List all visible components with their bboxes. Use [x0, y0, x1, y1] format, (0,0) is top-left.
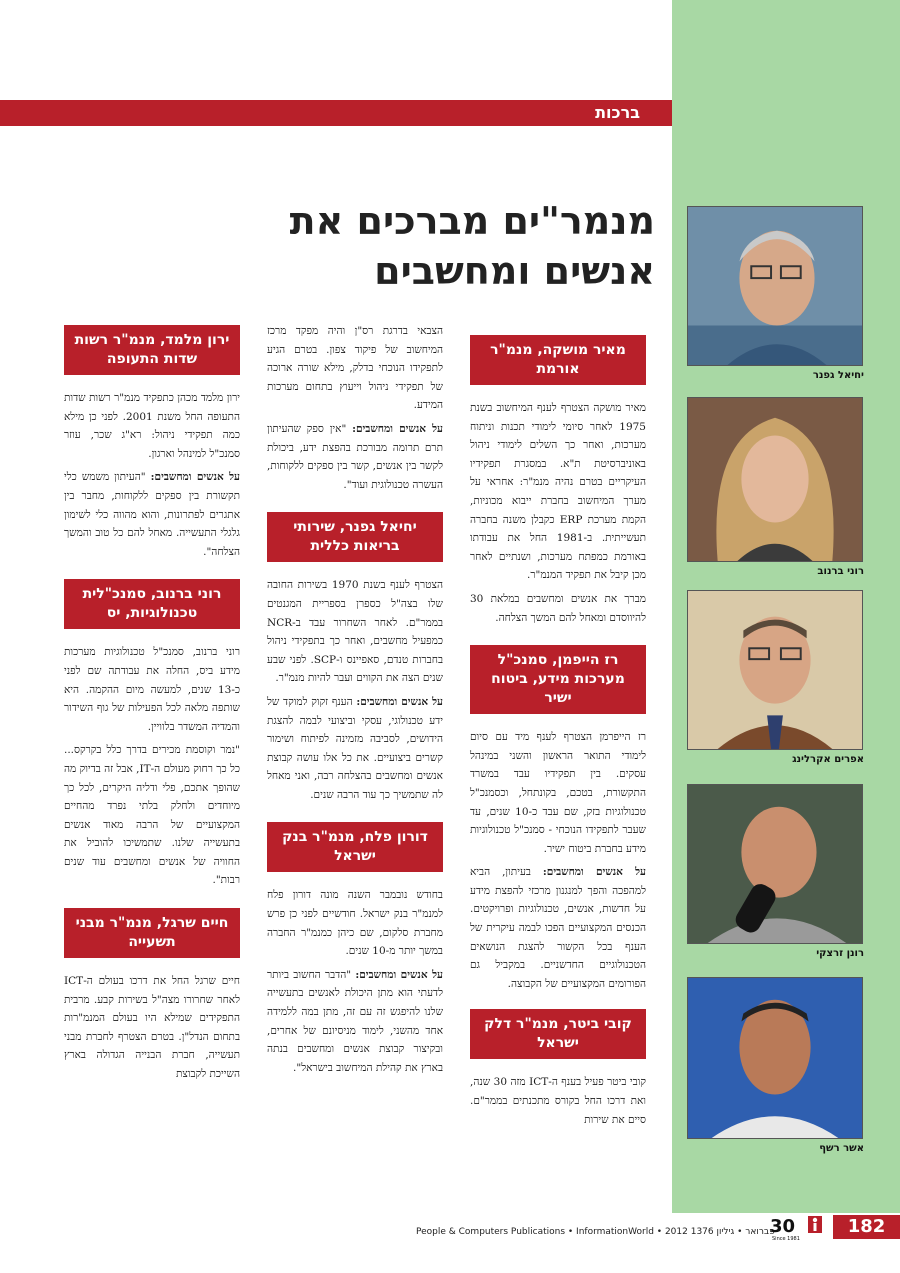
page-title: מנמר"ים מברכים את אנשים ומחשבים [289, 199, 655, 293]
logo-since: Since 1981 [772, 1236, 800, 1242]
paragraph: "נמר וקוסמת מכירים בדרך כלל בקרקס... כל כך רחוק מעולם ה-IT, אבל זה בדיוק מה שהופך אתכם, פלי ודליה היקרים, לכל כך מיוחדים ולחלק בלתי נפרד מהחיים המקצועיים של הרבה מאוד אנשים בתעשייה שלנו. שתמשיכו להוביל את החוויה של אנשים ומחשבים עוד שנים רבות". [64, 744, 240, 887]
section-band [0, 100, 672, 126]
photo-caption: אשר רשף [819, 1143, 864, 1154]
section-label: ברכות [595, 103, 640, 122]
photo-caption: אפרים אקרלינג [792, 754, 864, 765]
heading-doron-pelach: דורון פלח, מנמ"ר בנק ישראל [267, 822, 443, 872]
portrait-photo-4 [687, 784, 863, 944]
portrait-photo-3 [687, 590, 863, 750]
paragraph: הצבאי בדרגת רס"ן והיה מפקד מרכז המיחשוב של פיקוד צפון. בטרם הגיע לתפקידו הנוכחי בדלק, מילא שורה ארוכה של תפקידי ניהול וייעוץ בתחום מערכות המידע. [267, 325, 443, 412]
paragraph [267, 966, 443, 1078]
page-footer [0, 1213, 900, 1273]
paragraph: קובי ביטר פעיל בענף ה-ICT מזה 30 שנה, ואת דרכו החל בקורס מתכנתים בממר"ם. סיים את שירות [470, 1076, 646, 1126]
anniversary-logo [770, 1214, 825, 1242]
paragraph [470, 863, 646, 993]
paragraph-text: בעיתון, הביא למהפכה והפך למנגנון מרכזי להפצת מידע על חדשות, אנשים, טכנולוגיות ופרויקטים. הכנסים המקצועיים הפכו לבמה עיקרית של הענף בכל הקשור להצגת הנושאים הטכנולוגיים החדשניים. במקביל גם הפורומים המקצועיים של הקבוצה. [470, 866, 646, 990]
paragraph: הצטרף לענף בשנת 1970 בשירות החובה שלו בצה"ל כספרן בספריית המגנטים בממר"ם. לאחר השחרור עבד ב-NCR כמפעיל מחשבים, ואחר כך בתפקידי ניהול בחברות טנדם, סאפיינס ו-SCP. לפני שבע שנים הצה את הקווים ועבר להיות מנמ"ר. [267, 579, 444, 685]
heading-raz-heiferman: רז הייפמן, סמנכ"ל מערכות מידע, ביטוח ישיר [470, 645, 646, 714]
paragraph [267, 693, 443, 805]
paragraph-text: "הדבר החשוב ביותר לדעתי הוא מתן היכולת לאנשים בתעשייה שלנו להיפגש זה עם זה, מתן במה ללמידה אחד מהשני, לימוד מניסיונם של אחרים, ובקיצור קבוצת אנשים ומחשבים בנתה בארץ את קהילת המיחשוב בישראל". [267, 968, 443, 1074]
logo-number: 30 [770, 1216, 796, 1237]
heading-yaron-melamed: ירון מלמד, מנמ"ר רשות שדות התעופה [64, 325, 240, 375]
paragraph: חיים שרגל החל את דרכו בעולם ה-ICT לאחר שחרורו מצה"ל בשירות קבע. מרבית התפקידים שמילא היו בעולם המנמ"רות בתחום הנדל"ן. בטרם הצטרף לחברת מבני תעשייה, חברת הבנייה הגדולה בארץ השייכת לקבוצת [64, 975, 240, 1081]
column-middle [267, 322, 443, 1082]
paragraph-text: הענף זקוק למוקד של ידע טכנולוגי, עסקי וביצועי לבמה להצגת הידושים, לסביבה מזמינה לפיתוח ושימור קשרים ביצועיים. את כל אלו עושה קבוצת אנשים ומחשבים בהצלחה רבה, ואני מאחל לה שתמשיך כך עוד הרבה שנים. [267, 695, 443, 801]
page-number: 182 [833, 1215, 900, 1239]
paragraph: מברך את אנשים ומחשבים במלאת 30 להיווסדם ומאחל להם המשך הצלחה. [470, 592, 646, 624]
lead-text: על אנשים ומחשבים: [356, 695, 443, 708]
lead-text: על אנשים ומחשבים: [355, 968, 443, 981]
portrait-photo-1 [687, 206, 863, 366]
lead-text: על אנשים ומחשבים: [150, 471, 240, 484]
paragraph-text: "העיתון משמש כלי תקשורת בין ספקים ללקוחות, מחבר בין אתגרים לפתרונות, והוא מהווה כלי לשימון גלגלי התעשייה. מאחל להם כל טוב והמשך הצלחה". [64, 471, 240, 558]
lead-text: על אנשים ומחשבים: [352, 422, 443, 435]
footer-publication-info: People & Computers Publications • InformationWorld • 2012 פברואר • גיליון 1376 [416, 1227, 775, 1237]
photo-caption: רוני ברנוב [817, 566, 864, 577]
heading-kobi-bitter: קובי ביטר, מנמ"ר דלק ישראל [470, 1009, 646, 1059]
paragraph: בחודש נובמבר השנה מונה דורון פלח למנמ"ר בנק ישראל. חודשיים לפני כן פרש מחברת סלקום, שם כיהן כמנמ"ר החברה במשך יותר מ-10 שנים. [267, 889, 443, 958]
paragraph: ירון מלמד מכהן כתפקיד מנמ"ר רשות שדות התעופה החל משנת 2001. לפני כן מילא כמה תפקידי ניהול: רא"ג שכר, עוזר סמנכ"ל למינהל וארגון. [64, 392, 240, 460]
paragraph: רוני ברנוב, סמנכ"ל טכנולוגיות מערכות מידע ביס, החלה את עבודתה שם לפני כ-13 שנים, למעשה מיום ההקמה. היא שותפה מלאה לכל הפעילות של גוף השידור והמדיה המשדר בלוויין. [64, 646, 240, 733]
photo-caption: יחיאל גפנר [812, 370, 864, 381]
paragraph: רז הייפרמן הצטרף לענף מיד עם סיום לימודי התואר הראשון והשני במינהל עסקים. בין תפקידיו עבד במשרד התקשורת, בטכם, בקונתחל, וכסמנכ"ל טכנולוגיות בזק, שם עבד כ-10 שנים, עד שעבר לתפקידו הנוכחי - סמנכ"ל טכנולוגיות מידע בחברת ביטוח ישיר. [470, 731, 646, 855]
column-left [64, 325, 240, 1089]
photo-caption: רונן זרצקי [816, 948, 864, 959]
paragraph [64, 468, 240, 561]
heading-haim-shragal: חיים שרגל, מנמ"ר מבני תשעייה [64, 908, 240, 958]
paragraph [267, 420, 443, 494]
heading-roni-barnov: רוני ברנוב, סמנכ"לית טכנולוגיות, יס [64, 579, 240, 629]
paragraph-text: "אין ספק שהעיתון תרם תרומה מבורכת בהפצת ידע, ביכולת לקשר בין אנשים, קשר בין ספקים ללקוחות, העשרה טכנולוגית ועוד". [267, 422, 443, 491]
heading-yehiel-gafner: יחיאל גפנר, שירותי בריאות כללית [267, 512, 443, 562]
paragraph: מאיר מושקה הצטרף לענף המיחשוב בשנת 1975 לאחר סיומי לימודי תכנות וניתוח מערכות, ואחר כך השלים לימודי ניהול באוניברסיטת ת"א. במסגרת תפקידיו העיקריים בטרם נהיה מנמ"ר: אחראי על מערך המיחשוב בחברת ייבוא מכוניות, הקמת מערכת ERP כקבלן משנה בחברה תעשייתית. ב-1981 החל את עבודתו באורמת כמפתח מערכות, ושנתיים לאחר מכן קיבל את תפקיד המנמ"ר. [470, 402, 646, 582]
heading-meir-moshka: מאיר מושקה, מנמ"ר אורמת [470, 335, 646, 385]
portrait-photo-5 [687, 977, 863, 1139]
lead-text: על אנשים ומחשבים: [542, 866, 646, 879]
portrait-photo-2 [687, 397, 863, 562]
column-right [470, 335, 646, 1134]
